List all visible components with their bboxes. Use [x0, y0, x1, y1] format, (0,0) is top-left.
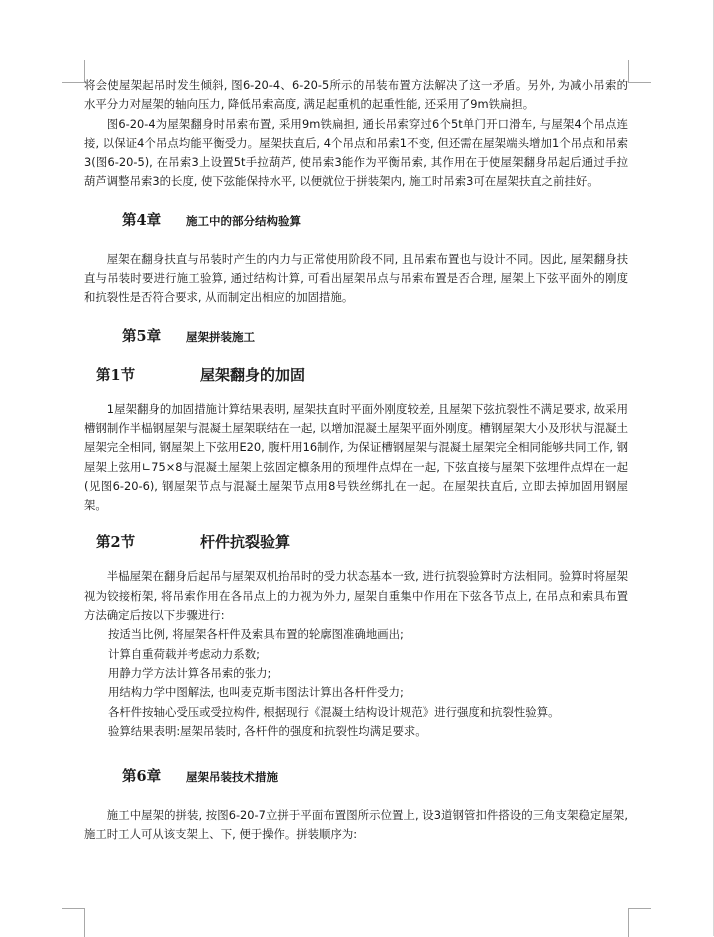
paragraph-lifting-arrangement: 将会使屋架起吊时发生倾斜, 图6-20-4、6-20-5所示的吊装布置方法解决了这一矛盾。另外, 为减小吊索的水平分力对屋架的轴向压力, 降低吊索高度, 满足起重机的起重性能, 还采用了9m铁扁担。: [84, 78, 628, 112]
margin-marker-bottom-right: [628, 908, 651, 937]
paragraph-crack-check: 半榀屋架在翻身后起吊与屋架双机抬吊时的受力状态基本一致, 进行抗裂验算时方法相同。验算时将屋架视为铰接桁架, 将吊索作用在各吊点上的力视为外力, 屋架自重集中作用在下弦各节点上, 在吊点和索具布置方法确定后按以下步骤进行:: [84, 569, 628, 623]
chapter-number: 第5章: [122, 327, 162, 345]
section-heading-1: [84, 357, 628, 391]
section-number: 第1节: [96, 366, 136, 384]
chapter-title: 屋架拼装施工: [186, 329, 255, 344]
chapter-number: 第4章: [122, 211, 162, 229]
list-item: 用静力学方法计算各吊索的张力;: [108, 665, 272, 680]
list-item: 按适当比例, 将屋架各杆件及索具布置的轮廓图准确地画出;: [108, 627, 404, 642]
document-body[interactable]: [84, 76, 628, 845]
list-item: 各杆件按轴心受压或受拉构件, 根据现行《混凝土结构设计规范》进行强度和抗裂性验算。: [108, 704, 560, 719]
paragraph-assembly: 施工中屋架的拼装, 按图6-20-7立拼于平面布置图所示位置上, 设3道钢管扣件搭设的三角支架稳定屋架, 施工时工人可从该支架上、下, 便于操作。拼装顺序为:: [84, 808, 628, 842]
list-item: 用结构力学中图解法, 也叫麦克斯韦图法计算出各杆件受力;: [108, 685, 404, 700]
paragraph-structural-check: 屋架在翻身扶直与吊装时产生的内力与正常使用阶段不同, 且吊索布置也与设计不同。因此, 屋架翻身扶直与吊装时要进行施工验算, 通过结构计算, 可看出屋架吊点与吊索布置是否合理, 屋架上下弦平面外的刚度和抗裂性是否符合要求, 从而制定出相应的加固措施。: [84, 251, 628, 305]
paragraph-reinforcement: 1屋架翻身的加固措施计算结果表明, 屋架扶直时平面外刚度较差, 且屋架下弦抗裂性不满足要求, 故采用槽钢制作半榀钢屋架与混凝土屋架联结在一起, 以增加混凝土屋架平面外刚度。槽钢屋架大小及形状与混凝土屋架完全相同, 钢屋架上下弦用E20, 腹杆用16制作, 为保证槽钢屋架与混凝土屋架完全相同能够共同工作, 钢屋架上弦用∟75×8与混凝土屋架上弦固定檩条用的预埋件点焊在一起, 下弦直接与屋架下弦埋件点焊在一起(见图6-20-6), 钢屋架节点与混凝土屋架节点用8号铁丝绑扎在一起。在屋架扶直后, 立即去掉加固用钢屋架。: [84, 401, 628, 513]
section-number: 第2节: [96, 534, 136, 552]
section-heading-2: [84, 524, 628, 558]
margin-marker-bottom-left: [62, 908, 85, 937]
section-title: 杆件抗裂验算: [200, 533, 291, 552]
chapter-title: 屋架吊装技术措施: [186, 770, 278, 785]
chapter-heading-6: [84, 757, 628, 797]
chapter-title: 施工中的部分结构验算: [186, 213, 301, 228]
chapter-heading-4: [84, 201, 628, 241]
chapter-heading-5: [84, 317, 628, 357]
section-title: 屋架翻身的加固: [200, 365, 306, 384]
list-item: 验算结果表明:屋架吊装时, 各杆件的强度和抗裂性均满足要求。: [108, 723, 427, 738]
margin-marker-top-left: [62, 60, 85, 83]
list-item: 计算自重荷载并考虑动力系数;: [108, 646, 260, 661]
paragraph-rigging-layout: 图6-20-4为屋架翻身时吊索布置, 采用9m铁扁担, 通长吊索穿过6个5t单门开口滑车, 与屋架4个吊点连接, 以保证4个吊点均能平衡受力。屋架扶直后, 4个吊点和吊索1不变, 但还需在屋架端头增加1个吊点和吊索3(图6-20-5), 在吊索3上设置5t手拉葫芦, 使吊索3能作为平衡吊索, 其作用在于使屋架翻身吊起后通过手拉葫芦调整吊索3的长度, 使下弦能保持水平, 以便就位于拼装架内, 施工时吊索3可在屋架扶直之前挂好。: [84, 116, 628, 189]
margin-marker-top-right: [628, 60, 651, 83]
chapter-number: 第6章: [122, 768, 162, 786]
